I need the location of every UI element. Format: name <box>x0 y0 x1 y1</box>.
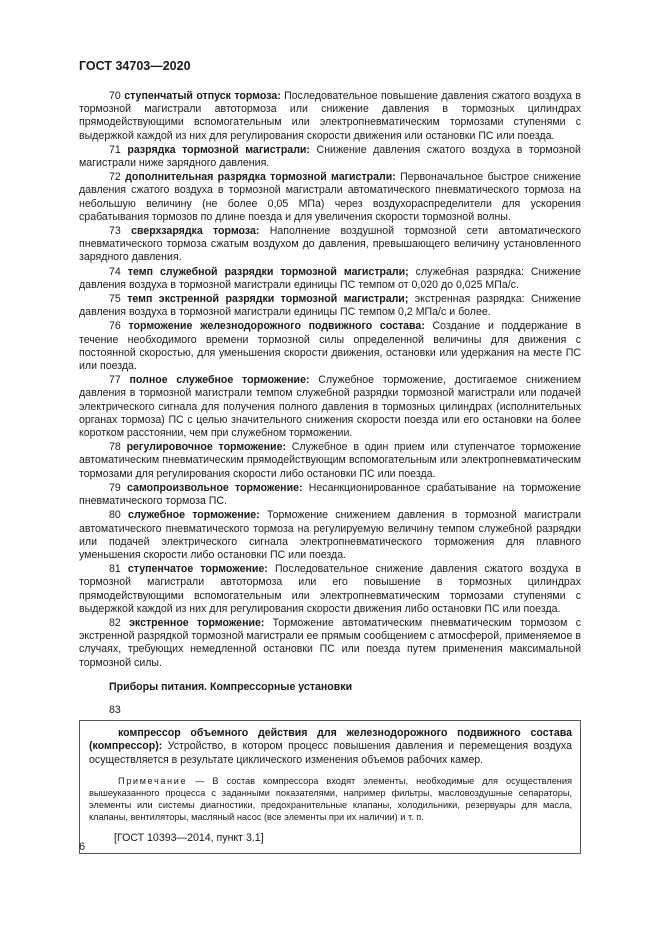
term-entry <box>79 225 581 265</box>
term-text: Несанкционированное срабатывание на торможение пневматического тормоза ПС. <box>79 481 581 508</box>
entry-number: 75 <box>109 293 121 306</box>
entry-number: 71 <box>109 143 121 156</box>
term-entry <box>79 266 581 292</box>
note-text: — В состав компрессора входят элементы, необходимые для осуществления вышеуказанного процесса с заданными показателями, например фильтры, масловоздушные сепараторы, элементы или системы диагностики, предохранительные клапаны, холодильники, резервуары для масла, клапаны, вентиляторы, масляный насос (все элементы при их наличии) и т. п. <box>89 775 572 822</box>
term-entry <box>79 563 581 616</box>
term-entry <box>79 320 581 373</box>
term-name: самопроизвольное торможение: <box>127 481 303 494</box>
term-entry <box>79 509 581 562</box>
term-name: экстренное торможение: <box>129 616 265 629</box>
terms-list <box>79 90 581 670</box>
term-name: темп служебной разрядки тормозной магистрали; <box>127 265 409 278</box>
term-text: Создание и поддержание в течение необходимого времени тормозной силы определенной величины для движения с постоянной скоростью, для уменьшения скорости движения, остановки или удержания на месте ПС или поезда. <box>79 320 581 373</box>
boxed-term-entry <box>79 720 581 854</box>
term-text: Первоначальное быстрое снижение давления сжатого воздуха в тормозной магистрали автоматического пневматического тормоза на небольшую величину (не более 0,05 МПа) через воздухораспределители для ускорения срабатывания тормозов по длине поезда и для увеличения скорости тормозной волны. <box>79 171 581 223</box>
term-text: Устройство, в котором процесс повышения давления и перемещения воздуха осуществляется в результате циклического изменения объемов рабочих камер. <box>89 740 572 766</box>
term-text: Торможение автоматическим пневматическим тормозом с экстренной разрядкой тормозной магистрали ее прямым сообщением с атмосферой, применяемое в случаях, требующих немедленной остановки ПС или поезда путем применения максимальной тормозной силы. <box>79 616 581 669</box>
term-name: дополнительная разрядка тормозной магистрали: <box>125 171 396 184</box>
note <box>89 775 572 823</box>
entry-number: 80 <box>109 509 121 522</box>
entry-number: 74 <box>109 265 121 278</box>
entry-number: 83 <box>109 703 121 716</box>
entry-number: 82 <box>109 616 121 629</box>
term-text: Служебное в один прием или ступенчатое торможение автоматическим пневматическим прямодействующим вспомогательным или электропневматическим тормозами для регулирования скорости либо остановки ПС или поезда. <box>79 441 582 480</box>
term-entry <box>79 617 581 670</box>
term-text: Торможение снижением давления в тормозной магистрали автоматического пневматического тормоза на регулируемую величину темпом служебной разрядки или подачей электрического сигнала электропневматического торможения для плавного уменьшения скорости либо остановки ПС или поезда. <box>79 509 581 561</box>
term-entry <box>79 171 581 224</box>
page-content <box>79 90 581 854</box>
term-entry <box>79 374 581 440</box>
term-text: Последовательное снижение давления сжатого воздуха в тормозной магистрали автотормоза или его повышение в тормозных цилиндрах прямодействующими вспомогательным или электропневматическим тормозами ступенями с выдержкой каждой из них для регулирования скорости движения либо остановки ПС или поезда. <box>79 563 581 615</box>
section-title: Приборы питания. Компрессорные установки <box>109 680 353 693</box>
entry-number: 81 <box>109 563 121 576</box>
term-entry <box>79 293 581 319</box>
term-definition <box>89 727 572 767</box>
term-name: ступенчатое торможение: <box>127 563 268 576</box>
entry-number: 77 <box>109 374 121 387</box>
term-text: служебная разрядка: Снижение давления воздуха в тормозной магистрали единицы ПС темпом от 0,020 до 0,025 МПа/с. <box>79 265 581 291</box>
term-entry <box>79 90 581 143</box>
note-label: Примечание <box>118 775 188 786</box>
entry-number: 76 <box>109 320 121 333</box>
term-entry <box>79 441 581 481</box>
term-name: торможение железнодорожного подвижного состава: <box>128 320 425 333</box>
term-name: разрядка тормозной магистрали: <box>127 143 310 156</box>
entry-number: 78 <box>109 441 121 454</box>
term-text: Последовательное повышение давления сжатого воздуха в тормозной магистрали автотормоза или снижение давления в тормозных цилиндрах прямодействующими вспомогательным или электропневматическим тормозами ступенями с выдержкой каждой из них для регулирования скорости движения или остановки ПС или поезда. <box>79 90 581 142</box>
term-name: полное служебное торможение: <box>129 374 310 387</box>
term-text: экстренная разрядка: Снижение давления воздуха в тормозной магистрали единицы ПС темпом 0,2 МПа/с и более. <box>79 293 582 319</box>
term-name: ступенчатый отпуск тормоза: <box>124 90 281 102</box>
document-header: ГОСТ 34703—2020 <box>79 59 191 73</box>
entry-number: 70 <box>109 90 121 102</box>
term-name: регулировочное торможение: <box>126 441 286 454</box>
entry-number: 73 <box>109 225 121 238</box>
entry-number: 72 <box>109 171 121 184</box>
term-text: Наполнение воздушной тормозной сети автоматического пневматического тормоза сжатым воздухом до давления, превышающего величину установленного зарядного давления. <box>79 225 581 264</box>
term-name: компрессор объемного действия для железнодорожного подвижного состава (компрессор): <box>89 727 572 753</box>
term-entry <box>79 144 581 170</box>
term-name: сверхзарядка тормоза: <box>131 225 260 238</box>
term-text: Снижение давления сжатого воздуха в тормозной магистрали ниже зарядного давления. <box>79 143 581 170</box>
term-name: темп экстренной разрядки тормозной магистрали; <box>127 293 409 306</box>
term-name: служебное торможение: <box>128 509 260 522</box>
page-number: 6 <box>79 841 86 853</box>
term-entry <box>79 482 581 508</box>
source-reference: [ГОСТ 10393—2014, пункт 3.1] <box>114 831 264 844</box>
term-text: Служебное торможение, достигаемое снижением давления в тормозной магистрали темпом служебной разрядки тормозной магистрали или подачей электрического сигнала для получения полного давления в тормозных цилиндрах (исполнительных органах тормоза) ПС с целью значительного снижения скорости поезда или его остановки на более коротком расстоянии, чем при служебном торможении. <box>79 374 581 440</box>
entry-number: 79 <box>109 481 121 494</box>
